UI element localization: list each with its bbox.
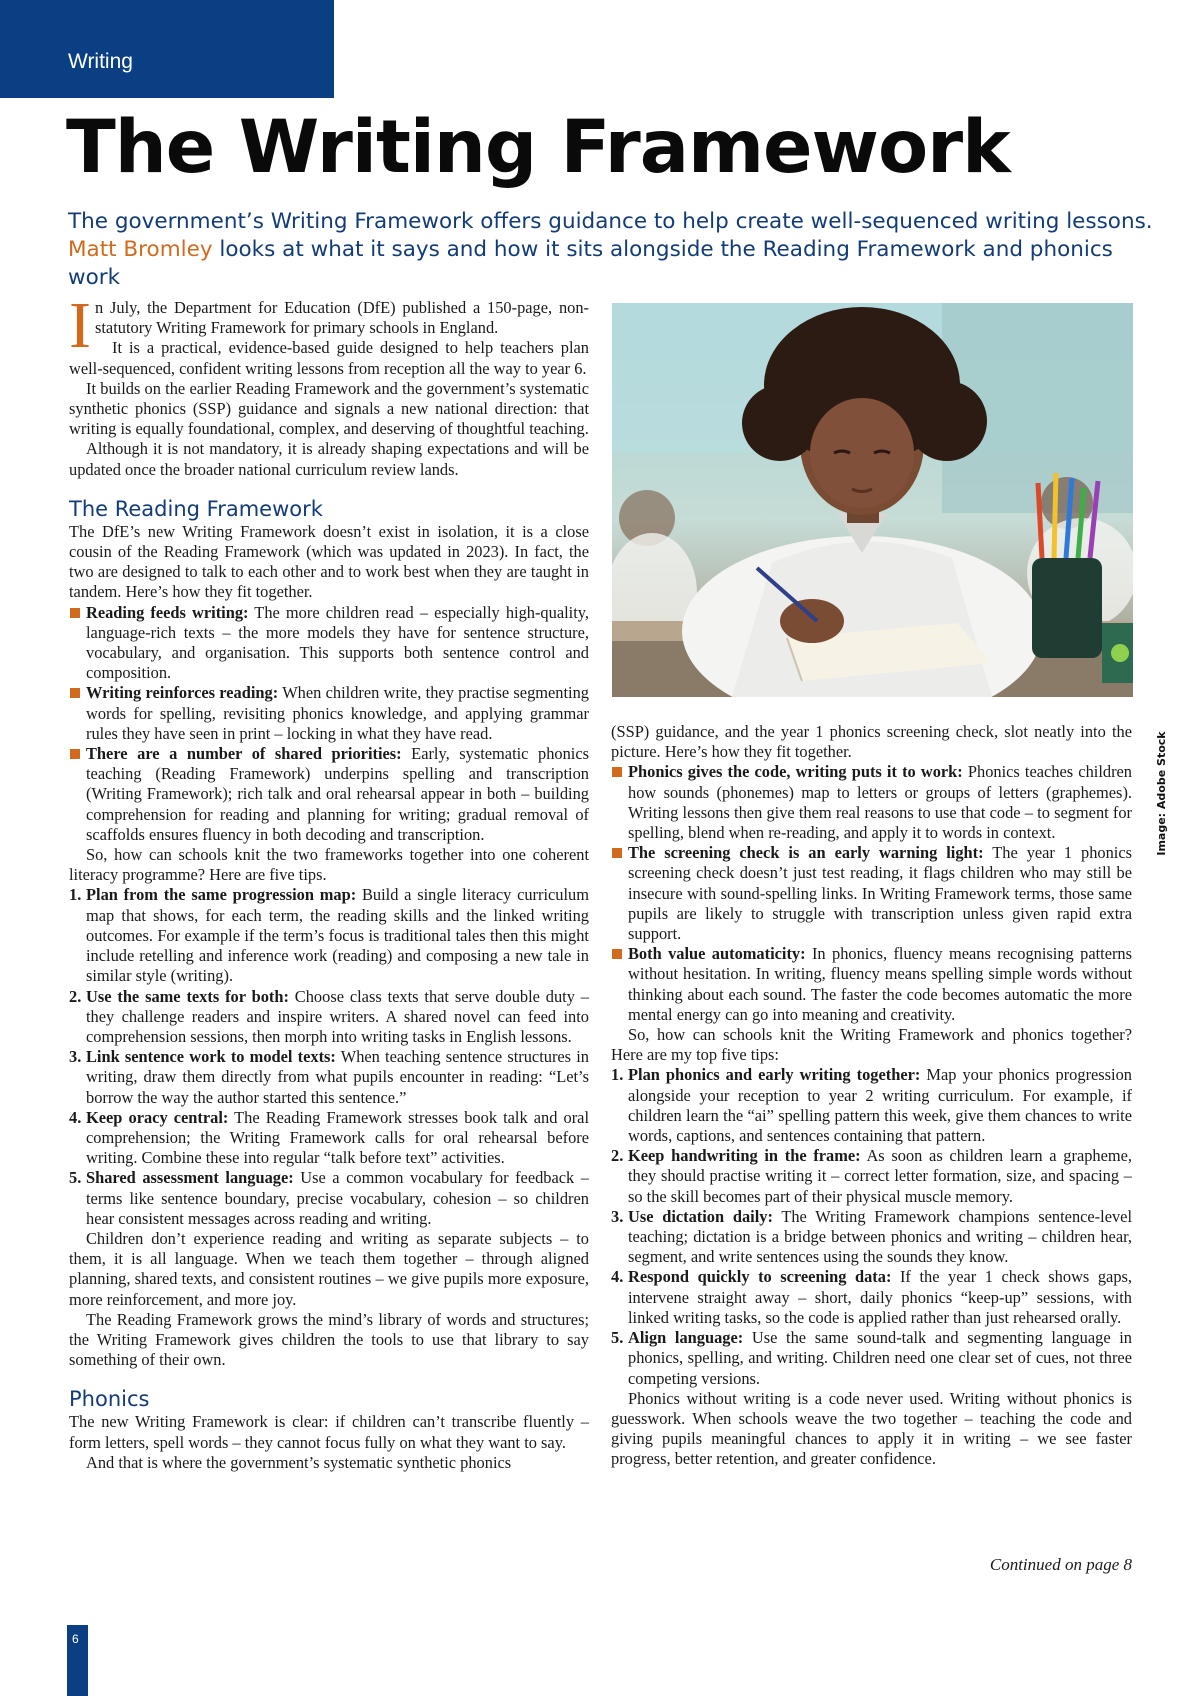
- tip-item: [69, 1047, 589, 1108]
- tip-lead: Respond quickly to screening data:: [628, 1267, 892, 1287]
- continued-link[interactable]: Continued on page 8: [989, 1555, 1132, 1574]
- phonics-paragraph-2-cont: (SSP) guidance, and the year 1 phonics screening check, slot neatly into the picture. Here’s how they fit together.: [611, 722, 1132, 762]
- bullet-text: The year 1 phonics screening check doesn’t just test reading, it flags children who may still be insecure with sound-spelling links. In Writing Framework terms, those same pupils are likely to struggle with transcription unless given rapid extra support.: [628, 843, 1132, 944]
- tip-number: 5.: [611, 1328, 624, 1348]
- reading-paragraph-2: So, how can schools knit the two frameworks together into one coherent literacy programme? Here are five tips.: [69, 845, 589, 885]
- bullet-lead: There are a number of shared priorities:: [86, 744, 402, 764]
- bullet-square-icon: [612, 848, 622, 858]
- tip-number: 5.: [69, 1168, 82, 1188]
- standfirst-text: The government’s Writing Framework offers guidance to help create well-sequenced writing lessons.: [68, 209, 1153, 234]
- bullet-lead: Both value automaticity:: [628, 944, 806, 964]
- tip-item: [611, 1207, 1132, 1268]
- tip-text: Use a common vocabulary for feedback – terms like sentence boundary, precise vocabulary, cohesion – so children hear consistent messages across reading and writing.: [86, 1168, 589, 1228]
- intro-text: n July, the Department for Education (DfE) published a 150-page, non-statutory Writing Framework for primary schools in England.: [94, 298, 589, 338]
- tip-text: Build a single literacy curriculum map that shows, for each term, the reading skills and the linked writing outcomes. For example if the term’s focus is traditional tales then this might include retelling and inference work (reading) and composing a new tale in similar style (writing).: [86, 885, 589, 986]
- drop-cap: I: [69, 289, 91, 362]
- tip-lead: Link sentence work to model texts:: [86, 1047, 336, 1067]
- tip-text: The Writing Framework champions sentence-level teaching; dictation is a bridge between phonics and writing – children hear, segment, and write sentences using the sounds they know.: [628, 1206, 1132, 1267]
- bullet-text: Phonics teaches children how sounds (phonemes) map to letters or groups of letters (graphemes). Writing lessons then give them real reasons to use that code – to segment for spelling, blend when re-reading, and apply it to words in context.: [628, 762, 1132, 843]
- tip-text: The Reading Framework stresses book talk and oral comprehension; the Writing Framework calls for oral rehearsal before writing. Combine these into regular “talk before text” activities.: [86, 1107, 590, 1168]
- phonics-paragraph-3: So, how can schools knit the Writing Framework and phonics together? Here are my top five tips:: [611, 1025, 1132, 1065]
- article-column-right: [611, 722, 1132, 1470]
- bullet-item: [611, 944, 1132, 1025]
- bullet-item: [611, 762, 1132, 843]
- page-number: 6: [72, 1632, 79, 1646]
- tip-lead: Use dictation daily:: [628, 1206, 773, 1226]
- tip-text: As soon as children learn a grapheme, they should practise writing it – correct letter formation, size, and spacing – so the skill becomes part of their physical muscle memory.: [628, 1146, 1133, 1206]
- bullet-item: [611, 843, 1132, 944]
- bullet-square-icon: [612, 949, 622, 959]
- tip-text: Map your phonics progression alongside your reception to year 2 writing curriculum. For example, if children learn the “ai” spelling pattern this week, give them chances to write words, captions, and sentences containing that pattern.: [628, 1065, 1133, 1146]
- tip-number: 1.: [69, 885, 82, 905]
- bullet-lead: Reading feeds writing:: [86, 602, 249, 622]
- bullet-lead: Phonics gives the code, writing puts it to work:: [628, 762, 963, 782]
- bullet-square-icon: [70, 688, 80, 698]
- tip-item: [69, 1108, 589, 1169]
- page-number-strip: [67, 1625, 88, 1696]
- intro-paragraph-1b: It is a practical, evidence-based guide designed to help teachers plan well-sequenced, confident writing lessons from reception all the way to year 6.: [69, 338, 589, 378]
- phonics-bullet-list: [611, 762, 1132, 1025]
- tip-number: 3.: [69, 1047, 82, 1067]
- bullet-square-icon: [70, 608, 80, 618]
- standfirst-text-2: looks at what it says and how it sits alongside the Reading Framework and phonics work: [68, 237, 1113, 290]
- reading-paragraph-4: The Reading Framework grows the mind’s library of words and structures; the Writing Framework gives children the tools to use that library to say something of their own.: [69, 1309, 589, 1370]
- image-credit: [1149, 725, 1171, 870]
- bullet-text: The more children read – especially high-quality, language-rich texts – the more models they have for sentence structure, vocabulary, and organisation. This supports both sentence control and composition.: [86, 602, 589, 683]
- tip-item: [611, 1065, 1132, 1146]
- bullet-text: When children write, they practise segmenting words for spelling, revisiting phonics knowledge, and applying grammar rules they have seen in print – locking in what they have read.: [86, 683, 589, 743]
- tip-number: 2.: [611, 1146, 624, 1166]
- tip-lead: Align language:: [628, 1328, 744, 1348]
- tip-lead: Keep handwriting in the frame:: [628, 1146, 861, 1166]
- tip-item: [611, 1146, 1132, 1207]
- tip-number: 1.: [611, 1065, 624, 1085]
- bullet-lead: The screening check is an early warning light:: [628, 843, 984, 863]
- tip-item: [69, 885, 589, 986]
- tip-item: [69, 987, 589, 1048]
- bullet-text: In phonics, fluency means recognising patterns without hesitation. In writing, fluency means spelling simple words without thinking about each sound. The faster the code becomes automatic the more mental energy can go into meaning and creativity.: [628, 944, 1133, 1024]
- heading-phonics: Phonics: [69, 1387, 150, 1412]
- phonics-paragraph-1: The new Writing Framework is clear: if children can’t transcribe fluently – form letters, spell words – they cannot focus fully on what they want to say.: [69, 1412, 589, 1452]
- standfirst: [68, 208, 1158, 292]
- phonics-tips-list: [611, 1065, 1132, 1388]
- tip-number: 4.: [611, 1267, 624, 1287]
- tip-lead: Shared assessment language:: [86, 1168, 294, 1188]
- tip-text: Use the same sound-talk and segmenting language in phonics, spelling, and writing. Children need one clear set of cues, not three competing versions.: [628, 1328, 1133, 1388]
- article-column-left: [69, 289, 590, 1473]
- phonics-paragraph-4: Phonics without writing is a code never used. Writing without phonics is guesswork. When schools weave the two together – teaching the code and giving pupils meaningful chances to apply it in writing – we see faster progress, better retention, and greater confidence.: [611, 1388, 1132, 1469]
- tip-lead: Keep oracy central:: [86, 1107, 229, 1127]
- intro-paragraph-3: Although it is not mandatory, it is already shaping expectations and will be updated once the broader national curriculum review lands.: [69, 439, 589, 479]
- reading-tips-list: [69, 885, 589, 1228]
- page-title: The Writing Framework: [66, 105, 1010, 190]
- author-name: Matt Bromley: [68, 237, 213, 262]
- classroom-photo: [612, 303, 1133, 697]
- tip-number: 2.: [69, 986, 82, 1006]
- tip-item: [611, 1267, 1132, 1328]
- bullet-square-icon: [612, 767, 622, 777]
- intro-paragraph-2: It builds on the earlier Reading Framework and the government’s systematic synthetic phonics (SSP) guidance and signals a new national direction: that writing is equally foundational, complex, and deserving of thoughtful teaching.: [69, 378, 589, 439]
- bullet-item: [69, 603, 589, 684]
- tip-lead: Plan from the same progression map:: [86, 885, 357, 905]
- reading-paragraph-1: The DfE’s new Writing Framework doesn’t exist in isolation, it is a close cousin of the Reading Framework (which was updated in 2023). In fact, the two are designed to talk to each other and to work best when they are taught in tandem. Here’s how they fit together.: [69, 521, 589, 602]
- bullet-lead: Writing reinforces reading:: [86, 683, 279, 703]
- bullet-square-icon: [70, 749, 80, 759]
- tip-number: 4.: [69, 1107, 82, 1127]
- image-credit-text: Image: Adobe Stock: [1155, 731, 1168, 856]
- section-label: Writing: [68, 50, 133, 73]
- tip-lead: Use the same texts for both:: [86, 986, 289, 1006]
- section-tab: [0, 0, 334, 98]
- tip-lead: Plan phonics and early writing together:: [628, 1065, 921, 1085]
- reading-paragraph-3: Children don’t experience reading and writing as separate subjects – to them, it is all language. When we teach them together – through aligned planning, shared texts, and consistent routines – we give pupils more exposure, more reinforcement, and more joy.: [69, 1228, 589, 1309]
- tip-item: [611, 1328, 1132, 1389]
- girl-writing-illustration: [612, 303, 1133, 697]
- reading-bullet-list: [69, 603, 589, 845]
- bullet-text: Early, systematic phonics teaching (Reading Framework) underpins spelling and transcription (Writing Framework); rich talk and oral rehearsal appear in both – building comprehension for reading and planning for writing; gradual removal of scaffolds ensures fluency in both decoding and transcription.: [86, 744, 589, 844]
- tip-number: 3.: [611, 1206, 624, 1226]
- tip-text: Choose class texts that serve double duty – they challenge readers and inspire writers. A shared novel can feed into comprehension sessions, then morph into writing tasks in English lessons.: [86, 986, 589, 1046]
- bullet-item: [69, 744, 589, 845]
- tip-text: If the year 1 check shows gaps, intervene straight away – short, daily phonics “keep-up” sessions, with linked writing tasks, so the code is applied rather than just rehearsed orally.: [628, 1267, 1132, 1327]
- heading-reading-framework: The Reading Framework: [69, 496, 323, 521]
- bullet-item: [69, 683, 589, 744]
- tip-text: When teaching sentence structures in writing, draw them directly from what pupils encounter in reading: “Let’s borrow the way the author started this sentence.”: [86, 1047, 589, 1107]
- tip-item: [69, 1168, 589, 1229]
- phonics-paragraph-2: And that is where the government’s systematic synthetic phonics: [86, 1452, 512, 1472]
